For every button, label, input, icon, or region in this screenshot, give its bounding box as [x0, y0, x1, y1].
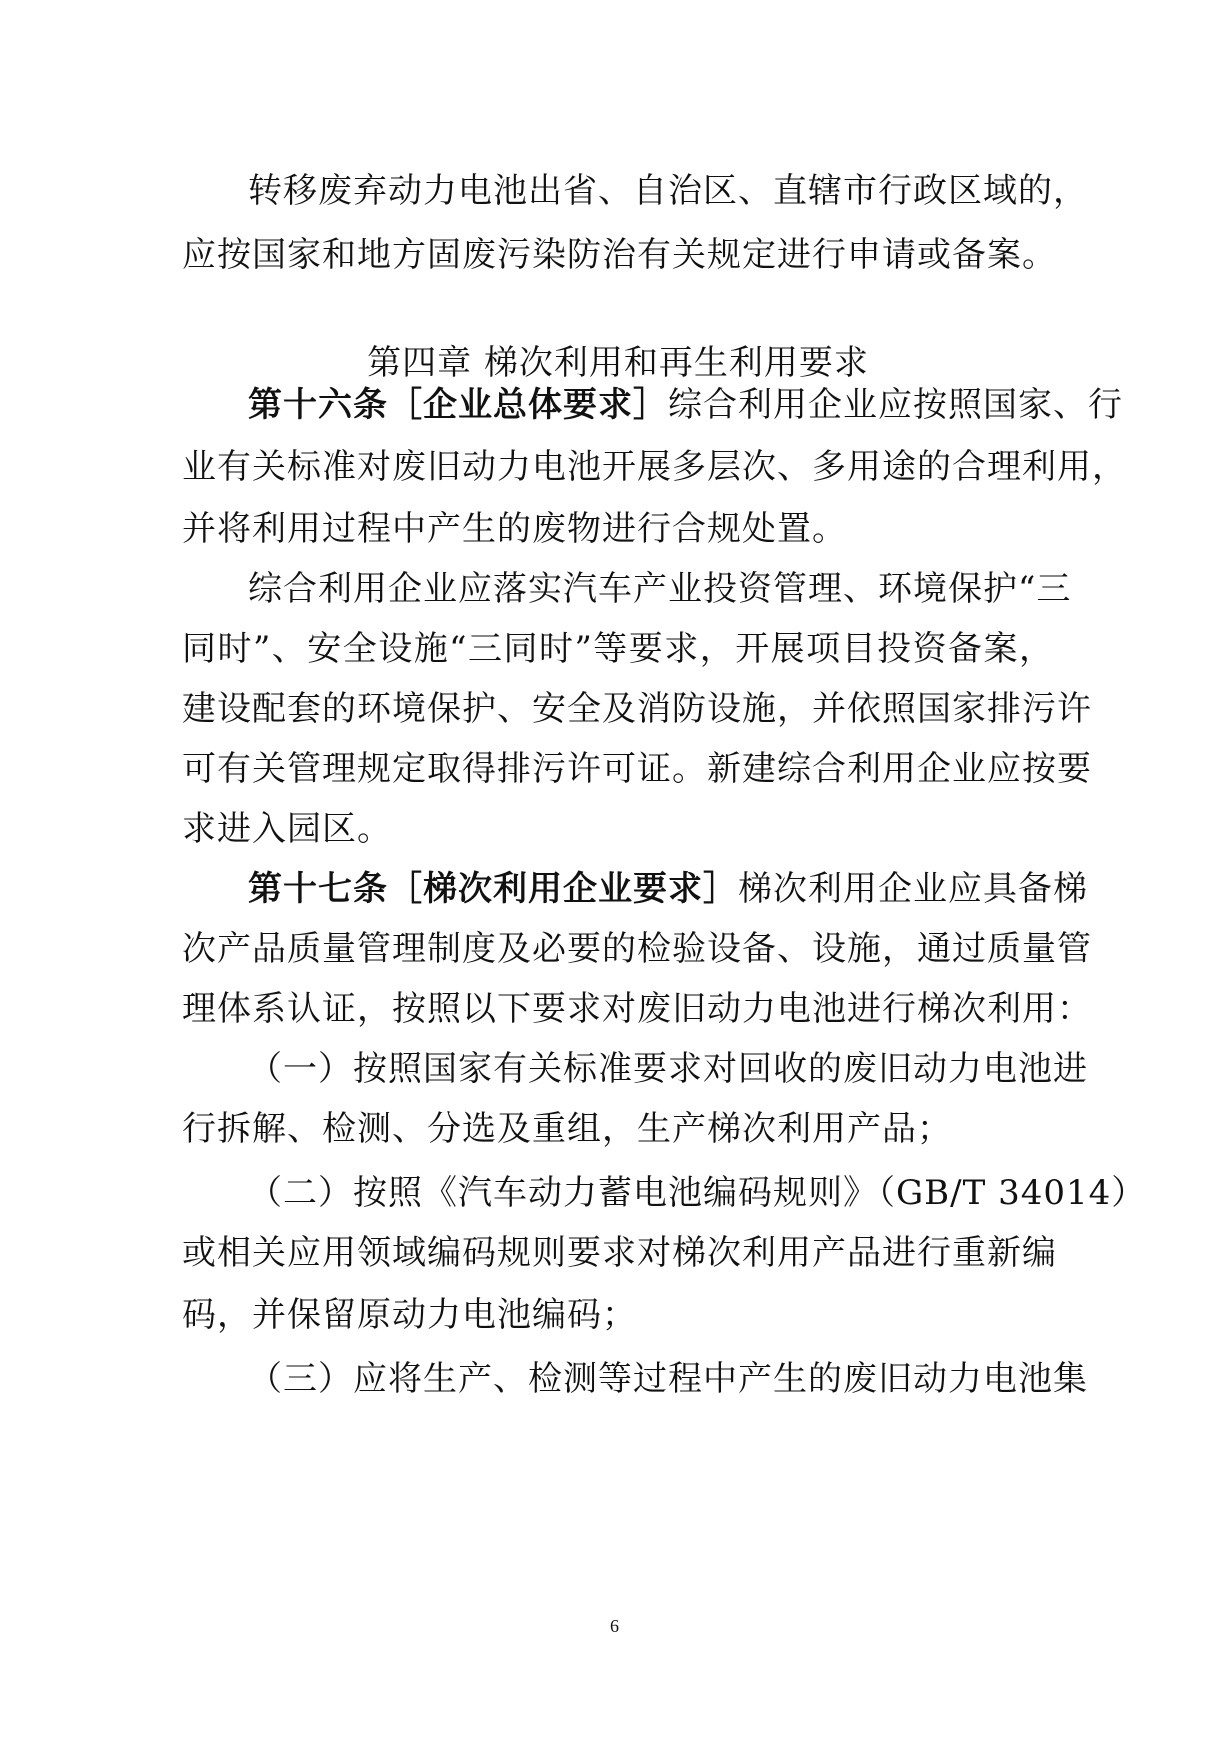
- article-17-line-3: 理体系认证，按照以下要求对废旧动力电池进行梯次利用：: [182, 989, 1092, 1029]
- article-17-line-2: 次产品质量管理制度及必要的检验设备、设施，通过质量管: [182, 929, 1092, 969]
- article-16-number: 第十六条: [248, 385, 388, 425]
- paragraph-investment-line-4: 可有关管理规定取得排污许可证。新建综合利用企业应按要: [182, 749, 1092, 789]
- item-1-line-2: 行拆解、检测、分选及重组，生产梯次利用产品；: [182, 1109, 952, 1149]
- article-16-line-3: 并将利用过程中产生的废物进行合规处置。: [182, 509, 847, 549]
- item-3-line-1: （三）应将生产、检测等过程中产生的废旧动力电池集: [248, 1359, 1088, 1399]
- article-16-line-2: 业有关标准对废旧动力电池开展多层次、多用途的合理利用，: [182, 447, 1127, 487]
- article-17-title: ［梯次利用企业要求］: [388, 869, 738, 909]
- article-17-number: 第十七条: [248, 869, 388, 909]
- paragraph-investment-line-1: 综合利用企业应落实汽车产业投资管理、环境保护“三: [248, 569, 1072, 609]
- paragraph-transfer-line-2: 应按国家和地方固废污染防治有关规定进行申请或备案。: [182, 235, 1057, 275]
- paragraph-investment-line-5: 求进入园区。: [182, 809, 392, 849]
- article-17-line-1: [248, 856, 1088, 922]
- paragraph-investment-line-3: 建设配套的环境保护、安全及消防设施，并依照国家排污许: [182, 689, 1092, 729]
- paragraph-investment-line-2: 同时”、安全设施“三同时”等要求，开展项目投资备案，: [182, 629, 1054, 669]
- article-16-line-1: [248, 372, 1123, 438]
- article-17-line-1-rest: 梯次利用企业应具备梯: [738, 869, 1088, 909]
- item-2-line-3: 码，并保留原动力电池编码；: [182, 1295, 637, 1335]
- chapter-heading: 第四章 梯次利用和再生利用要求: [367, 343, 869, 383]
- item-2-line-2: 或相关应用领域编码规则要求对梯次利用产品进行重新编: [182, 1233, 1057, 1273]
- item-1-line-1: （一）按照国家有关标准要求对回收的废旧动力电池进: [248, 1049, 1088, 1089]
- paragraph-transfer-line-1: 转移废弃动力电池出省、自治区、直辖市行政区域的，: [248, 171, 1088, 211]
- page-number: 6: [610, 1616, 619, 1636]
- article-16-line-1-rest: 综合利用企业应按照国家、行: [668, 385, 1123, 425]
- item-2-line-1: （二）按照《汽车动力蓄电池编码规则》（GB/T 34014）: [248, 1173, 1147, 1213]
- article-16-title: ［企业总体要求］: [388, 385, 668, 425]
